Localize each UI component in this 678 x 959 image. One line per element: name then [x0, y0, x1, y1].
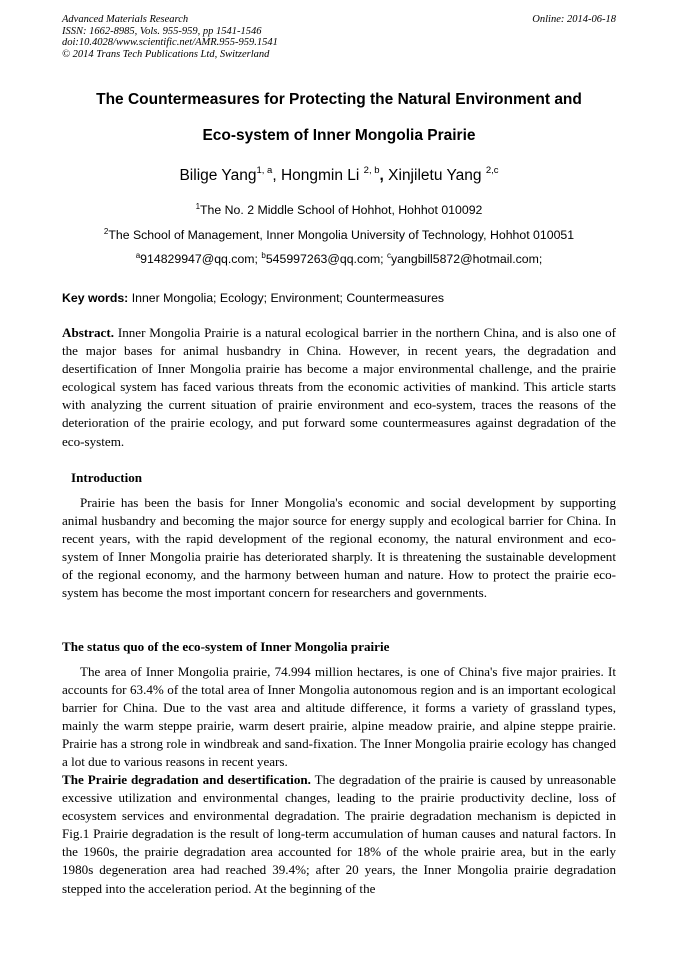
- affiliation-superscript: 2: [103, 227, 109, 236]
- author-emails: [40, 252, 638, 266]
- issn-line: ISSN: 1662-8985, Vols. 955-959, pp 1541-1546: [62, 25, 262, 37]
- email-superscript: b: [261, 251, 266, 260]
- affiliation-2: [40, 228, 638, 242]
- introduction-paragraph: Prairie has been the basis for Inner Mongolia's economic and social development by supporting animal husbandry and becoming the major source for energy supply and ecological barrier for China. In recent years, with the rapid development of the regional economy, the natural environment and eco-system of Inner Mongolia prairie has deteriorated sharply. It is threatening the sustainable development of the regional economy, and the harmony between human and nature. How to protect the prairie eco-system has become the most important concern for researchers and governments.: [62, 495, 616, 601]
- affiliation-text: The No. 2 Middle School of Hohhot, Hohhot 010092: [200, 203, 483, 217]
- paper-title-line-1: The Countermeasures for Protecting the Natural Environment and: [96, 91, 582, 108]
- email-b: 545997263@qq.com;: [265, 252, 388, 266]
- author-name: Bilige Yang: [179, 167, 257, 184]
- author-superscript: 1, a: [256, 165, 273, 176]
- author-separator: ,: [379, 167, 389, 184]
- status-quo-heading: The status quo of the eco-system of Inner Mongolia prairie: [62, 639, 390, 654]
- journal-name: Advanced Materials Research: [62, 14, 189, 25]
- email-c: yangbill5872@hotmail.com;: [391, 252, 543, 266]
- abstract-paragraph: [62, 324, 616, 451]
- email-a: 914829947@qq.com;: [140, 252, 262, 266]
- paper-title-line-2: Eco-system of Inner Mongolia Prairie: [202, 127, 476, 144]
- author-name: Hongmin Li: [280, 167, 364, 184]
- keywords: [62, 291, 616, 305]
- status-quo-paragraph: The area of Inner Mongolia prairie, 74.994 million hectares, is one of China's five major prairies. It accounts for 63.4% of the total area of Inner Mongolia autonomous region and is an important ecological barrier for China. Due to the vast area and altitude difference, it forms a variety of grassland types, mainly the warm steppe prairie, warm desert prairie, alpine meadow prairie, and alpine steppe prairie. Prairie has a strong role in windbreak and sand-fixation. The Inner Mongolia prairie ecology has changed a lot due to various reasons in recent years.: [62, 664, 616, 770]
- introduction-heading: Introduction: [71, 470, 143, 485]
- online-date: Online: 2014-06-18: [532, 14, 616, 25]
- abstract-text: Inner Mongolia Prairie is a natural ecological barrier in the northern China, and is also one of the major bases for animal husbandry in China. However, in recent years, the degradation and desertification of Inner Mongolia prairie has become a major environmental challenge, and the prairie ecological system has faced various threats from the economic activities of mankind. This article starts with analyzing the current situation of prairie environment and eco-system, traces the reasons of the deterioration of the prairie ecology, and put forward some countermeasures against degradation of the eco-system.: [62, 325, 616, 449]
- doi-line: doi:10.4028/www.scientific.net/AMR.955-959.1541: [62, 37, 278, 49]
- author-name: Xinjiletu Yang: [388, 167, 486, 184]
- email-superscript: a: [135, 251, 141, 260]
- affiliation-1: [40, 203, 638, 217]
- abstract-label: Abstract.: [62, 325, 114, 340]
- degradation-label: The Prairie degradation and desertification.: [62, 772, 311, 787]
- copyright-line: © 2014 Trans Tech Publications Ltd, Switzerland: [62, 48, 270, 60]
- author-superscript: 2,c: [485, 165, 499, 176]
- affiliation-text: The School of Management, Inner Mongolia University of Technology, Hohhot 010051: [108, 228, 575, 242]
- affiliation-superscript: 1: [195, 202, 201, 211]
- author-list: [40, 167, 638, 185]
- degradation-paragraph: [62, 771, 616, 898]
- email-superscript: c: [387, 251, 392, 260]
- degradation-text: The degradation of the prairie is caused by unreasonable excessive utilization and environmental changes, leading to the prairie productivity decline, loss of ecosystem services and environmental degradation. The prairie degradation mechanism is depicted in Fig.1 Prairie degradation is the result of long-term accumulation of human causes and natural factors. In the 1960s, the prairie degradation area accounted for 18% of the whole prairie area, but in the early 1980s degeneration area had reached 39.4%; after 20 years, the Inner Mongolia prairie degradation stepped into the acceleration period. At the beginning of the: [62, 772, 616, 896]
- keywords-label: Key words:: [62, 291, 129, 305]
- journal-header: [62, 14, 616, 60]
- keywords-text: Inner Mongolia; Ecology; Environment; Countermeasures: [128, 291, 445, 305]
- author-superscript: 2, b: [363, 165, 380, 176]
- author-separator: ,: [272, 167, 281, 184]
